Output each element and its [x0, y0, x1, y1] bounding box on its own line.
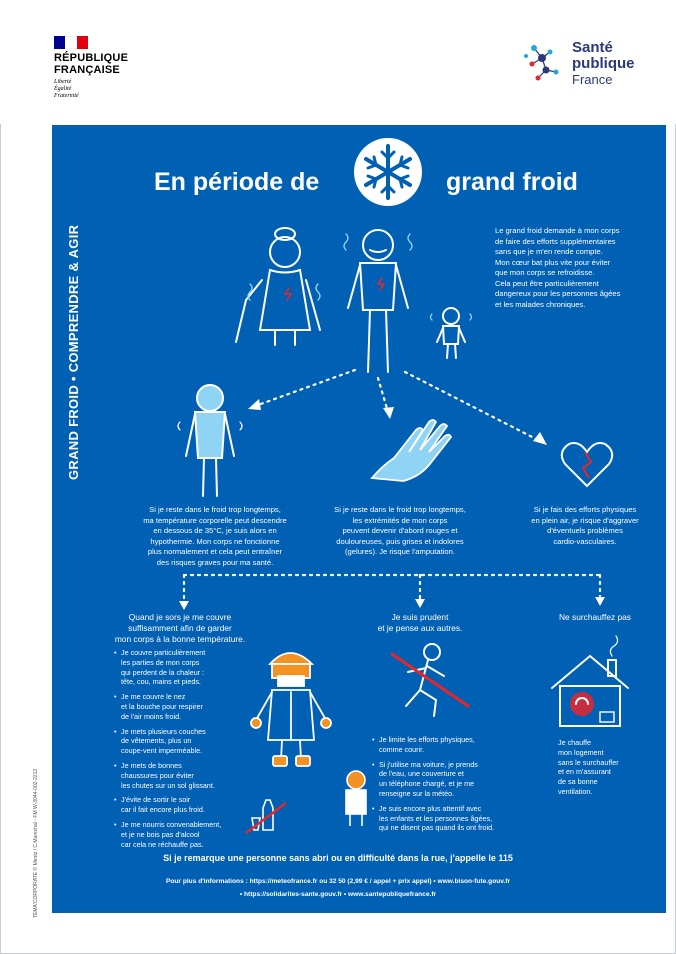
- heating-line: et en m'assurant: [558, 767, 611, 777]
- hypothermia-figure: [178, 385, 242, 496]
- risk-line: douloureuses, puis grises et indolores: [336, 536, 464, 546]
- cover-item: • Je me couvre le nez et la bouche pour respirer de l'air moins froid.: [114, 692, 254, 721]
- broken-heart-icon: [562, 443, 612, 486]
- risk-frostbite: [310, 505, 490, 558]
- title-right: grand froid: [446, 168, 578, 196]
- cover-item: • J'évite de sortir le soir car il fait encore plus froid.: [114, 795, 254, 815]
- intro-line: de faire des efforts supplémentaires: [495, 236, 616, 246]
- risk-line: plus normalement et cela peut entraîner: [147, 547, 283, 556]
- risk-line: Si je reste dans le froid trop longtemps,: [149, 505, 281, 514]
- cover-item: • Je mets plusieurs couches de vêtements, plus un coupe-vent imperméable.: [114, 727, 254, 756]
- heading-line: Je suis prudent: [391, 612, 449, 622]
- heating-line: de sa bonne: [558, 777, 598, 787]
- risk-line: les extrémités de mon corps: [352, 515, 448, 525]
- runner-crossed-icon: [392, 644, 468, 716]
- intro-text: [495, 226, 665, 310]
- cover-item: • Je mets de bonnes chaussures pour éviter les chutes sur un sol glissant.: [114, 761, 254, 790]
- prudent-item: • Si j'utilise ma voiture, je prends de l'eau, une couverture et un téléphone chargé, et je me renseigne sur la météo.: [372, 760, 522, 799]
- motto-liberte: Liberté: [54, 79, 72, 85]
- heating-line: ventilation.: [558, 786, 593, 796]
- prudent-heading: [360, 612, 480, 634]
- legal-credit: TEMA'CORPORATE © Mentz / C.Marechal - FM W-3044-002-2212: [33, 768, 39, 918]
- intro-line: dangereux pour les personnes âgées: [495, 289, 621, 298]
- republic-line-2: FRANÇAISE: [54, 64, 120, 76]
- republic-line-1: RÉPUBLIQUE: [54, 52, 129, 64]
- heading-line: mon corps à la bonne température.: [114, 634, 246, 644]
- heading-line: Quand je sors je me couvre: [128, 612, 232, 622]
- risk-line: (gelures). Je risque l'amputation.: [345, 547, 455, 556]
- motto-fraternite: Fraternité: [54, 93, 79, 99]
- spf-line-1: Santé: [572, 39, 613, 56]
- intro-line: que mon corps se refroidisse.: [495, 268, 595, 277]
- house-heating-icon: [552, 636, 628, 726]
- spf-line-2: publique: [572, 55, 635, 72]
- emergency-line: Si je remarque une personne sans abri ou en difficulté dans la rue, j'appelle le 115: [163, 853, 513, 863]
- winter-clothes-figure: [251, 653, 331, 766]
- intro-line: Mon cœur bat plus vite pour éviter: [495, 257, 611, 267]
- prudent-item: • Je limite les efforts physiques, comme courir.: [372, 735, 522, 755]
- heading-line: et je pense aux autres.: [377, 623, 463, 633]
- risk-line: ma température corporelle peut descendre: [143, 515, 287, 525]
- risk-cardio: [505, 505, 665, 547]
- risk-hypothermia: [115, 505, 315, 568]
- heading-line: suffisamment afin de garder: [128, 623, 232, 633]
- intro-line: et les malades chroniques.: [495, 299, 586, 309]
- snowflake-icon: [354, 138, 422, 206]
- prudent-item: • Je suis encore plus attentif avec les enfants et les personnes âgées, qui ne disent pas quand ils ont froid.: [372, 804, 522, 833]
- heating-text: [558, 738, 658, 797]
- title-left: En période de: [154, 168, 320, 196]
- risk-line: Si je fais des efforts physiques: [533, 505, 637, 514]
- frostbite-hand-icon: [372, 420, 451, 481]
- spf-line-3: France: [572, 72, 613, 87]
- side-title: GRAND FROID • COMPRENDRE & AGIR: [66, 224, 81, 480]
- heating-line: Je chauffe: [558, 738, 592, 747]
- intro-line: sans que je m'en rende compte.: [495, 247, 603, 256]
- intro-line: Cela peut être particulièrement: [495, 278, 599, 288]
- risk-line: peuvent devenir d'abord rouges et: [342, 526, 458, 535]
- motto-egalite: Égalité: [54, 86, 72, 92]
- heading-line: Ne surchauffez pas: [558, 612, 631, 622]
- cover-item: • Je me nourris convenablement, et je ne bois pas d'alcool car cela ne réchauffe pas.: [114, 820, 254, 849]
- prudent-list: [372, 735, 522, 838]
- cover-item: • Je couvre particulièrement les parties de mon corps qui perdent de la chaleur : tête, cou, mains et pieds.: [114, 648, 254, 687]
- child-warm-figure: [346, 771, 366, 826]
- cover-heading: [90, 612, 270, 645]
- cover-list: [114, 648, 254, 854]
- risk-line: des risques graves pour ma santé.: [156, 557, 274, 567]
- risk-line: en plein air, je risque d'aggraver: [531, 515, 639, 525]
- heating-line: sans le surchauffer: [558, 757, 619, 767]
- risk-line: d'éventuels problèmes: [547, 526, 623, 535]
- heating-heading: [545, 612, 645, 623]
- risk-line: cardio-vasculaires.: [553, 536, 617, 546]
- risk-line: en dessous de 35°C, je suis alors en: [153, 526, 277, 535]
- family-illustration: [236, 228, 472, 372]
- heating-line: mon logement: [558, 747, 604, 757]
- info-links-line: Pour plus d'informations : https://meteofrance.fr ou 32 50 (2,99 € / appel + prix appel) • www.bison-fute.gouv.fr: [165, 878, 511, 885]
- risk-line: Si je reste dans le froid trop longtemps,: [334, 505, 466, 514]
- risk-line: hypothermie. Mon corps ne fonctionne: [150, 536, 280, 546]
- info-links-line-2: • https://solidarites-sante.gouv.fr • www.santepubliquefrance.fr: [239, 891, 437, 898]
- intro-line: Le grand froid demande à mon corps: [495, 226, 620, 235]
